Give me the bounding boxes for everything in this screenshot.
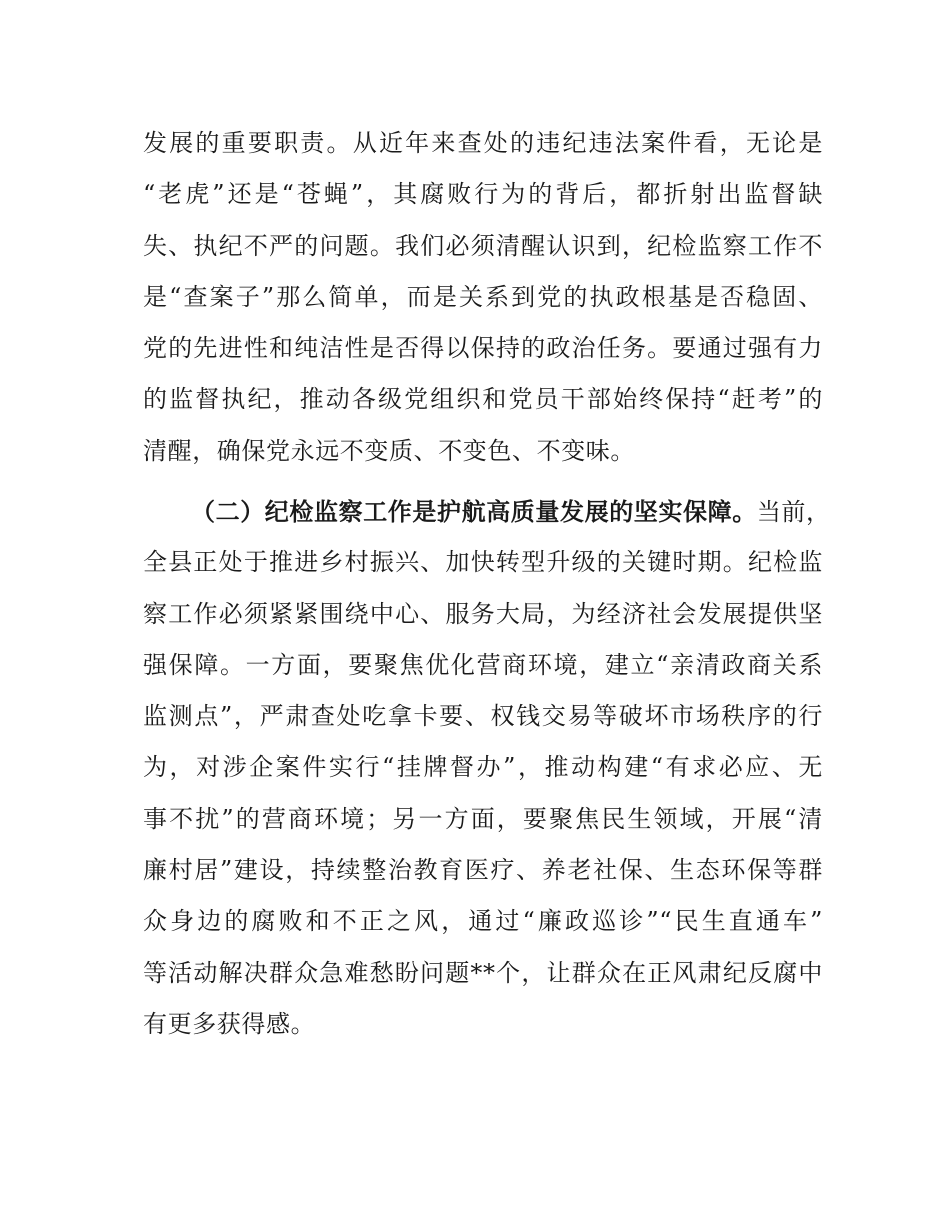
paragraph-line: 的监督执纪，推动各级党组织和党员干部始终保持“赶考”的 (143, 385, 823, 414)
paragraph-line: “老虎”还是“苍蝇”，其腐败行为的背后，都折射出监督缺 (143, 180, 823, 209)
paragraph-first-line (143, 486, 831, 537)
paragraph-1 (143, 118, 823, 477)
paragraph-line: 是“查案子”那么简单，而是关系到党的执政根基是否稳固、 (143, 282, 823, 311)
paragraph-line: 等活动解决群众急难愁盼问题**个，让群众在正风肃纪反腐中 (143, 958, 823, 987)
paragraph-line: 监测点”，严肃查处吃拿卡要、权钱交易等破坏市场秩序的行 (143, 702, 823, 731)
heading-continuation: 当前， (756, 498, 831, 526)
paragraph-line: 事不扰”的营商环境；另一方面，要聚焦民生领域，开展“清 (143, 804, 823, 833)
paragraph-line: 为，对涉企案件实行“挂牌督办”，推动构建“有求必应、无 (143, 753, 823, 782)
paragraph-line: 发展的重要职责。从近年来查处的违纪违法案件看，无论是 (143, 129, 823, 157)
paragraph-line: 全县正处于推进乡村振兴、加快转型升级的关键时期。纪检监 (143, 548, 823, 577)
paragraph-2 (143, 486, 831, 1050)
paragraph-line: 失、执纪不严的问题。我们必须清醒认识到，纪检监察工作不 (143, 231, 823, 260)
paragraph-line: 察工作必须紧紧围绕中心、服务大局，为经济社会发展提供坚 (143, 599, 823, 628)
paragraph-line: 有更多获得感。 (143, 1009, 316, 1038)
paragraph-line: 清醒，确保党永远不变质、不变色、不变味。 (143, 436, 635, 465)
paragraph-line: 强保障。一方面，要聚焦优化营商环境，建立“亲清政商关系 (143, 650, 823, 679)
paragraph-line: 廉村居”建设，持续整治教育医疗、养老社保、生态环保等群 (143, 856, 823, 885)
paragraph-line: 党的先进性和纯洁性是否得以保持的政治任务。要通过强有力 (143, 334, 823, 363)
paragraph-line: 众身边的腐败和不正之风，通过“廉政巡诊”“民生直通车” (143, 907, 823, 936)
section-heading: （二）纪检监察工作是护航高质量发展的坚实保障。 (191, 497, 757, 526)
